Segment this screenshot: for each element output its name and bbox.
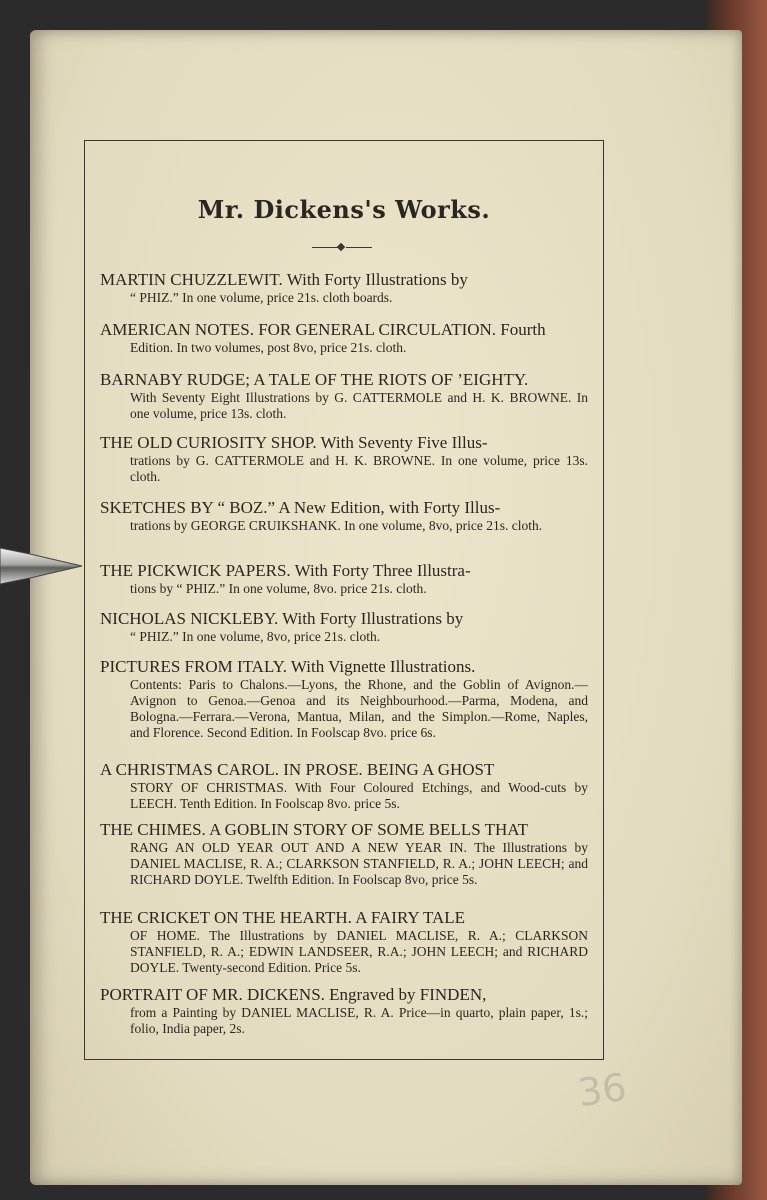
entry-american-notes [100, 320, 588, 356]
entry-christmas-carol [100, 760, 588, 812]
entry-body: “ PHIZ.” In one volume, price 21s. cloth boards. [130, 290, 393, 305]
entry-body: trations by G. CATTERMOLE and H. K. BROWNE. In one volume, price 13s. cloth. [130, 453, 588, 484]
entry-body: trations by GEORGE CRUIKSHANK. In one volume, 8vo, price 21s. cloth. [130, 518, 543, 533]
entry-the-chimes [100, 820, 588, 888]
entry-title: NICHOLAS NICKLEBY. With Forty Illustrations by [100, 609, 464, 628]
entry-body: OF HOME. The Illustrations by DANIEL MACLISE, R. A.; CLARKSON STANFIELD, R. A.; EDWIN LANDSEER, R.A.; JOHN LEECH; and RICHARD DOYLE. Twenty-second Edition. Price 5s. [130, 928, 588, 975]
entry-portrait-of-mr-dickens [100, 985, 588, 1037]
entry-body: “ PHIZ.” In one volume, 8vo, price 21s. cloth. [130, 629, 381, 644]
entry-body: from a Painting by DANIEL MACLISE, R. A. Price—in quarto, plain paper, 1s.; folio, India paper, 2s. [130, 1005, 588, 1036]
page-heading: Mr. Dickens's Works. [197, 195, 491, 224]
entry-title: PICTURES FROM ITALY. With Vignette Illustrations. [100, 657, 476, 676]
entry-title: PORTRAIT OF MR. DICKENS. Engraved by FINDEN, [100, 985, 487, 1004]
entry-title: SKETCHES BY “ BOZ.” A New Edition, with Forty Illus- [100, 498, 501, 517]
entry-barnaby-rudge [100, 370, 588, 422]
entry-nicholas-nickleby [100, 609, 588, 645]
entry-pickwick-papers [100, 561, 588, 597]
entry-title: THE OLD CURIOSITY SHOP. With Seventy Five Illus- [100, 433, 488, 452]
entry-body: Contents: Paris to Chalons.—Lyons, the Rhone, and the Goblin of Avignon.—Avignon to Genoa.—Genoa and its Neighbourhood.—Parma, Modena, and Bologna.—Ferrara.—Verona, Mantua, Milan, and the Simplon.—Rome, Naples, and Florence. Second Edition. In Foolscap 8vo. price 6s. [130, 677, 588, 740]
entry-title: THE CHIMES. A GOBLIN STORY OF SOME BELLS THAT [100, 820, 529, 839]
entry-title: THE PICKWICK PAPERS. With Forty Three Illustra- [100, 561, 471, 580]
entry-body: STORY OF CHRISTMAS. With Four Coloured Etchings, and Wood-cuts by LEECH. Tenth Edition. In Foolscap 8vo. price 5s. [130, 780, 588, 811]
ornament-divider [312, 243, 372, 253]
entry-body: Edition. In two volumes, post 8vo, price 21s. cloth. [130, 340, 407, 355]
entry-title: AMERICAN NOTES. FOR GENERAL CIRCULATION. Fourth [100, 320, 546, 339]
entry-pictures-from-italy [100, 657, 588, 741]
entry-title: MARTIN CHUZZLEWIT. With Forty Illustrations by [100, 270, 468, 289]
entry-title: BARNABY RUDGE; A TALE OF THE RIOTS OF ’EIGHTY. [100, 370, 529, 389]
entry-martin-chuzzlewit [100, 270, 588, 306]
entry-body: With Seventy Eight Illustrations by G. CATTERMOLE and H. K. BROWNE. In one volume, price 13s. cloth. [130, 390, 588, 421]
entry-sketches-by-boz [100, 498, 588, 534]
entry-cricket-on-the-hearth [100, 908, 588, 976]
entry-body: RANG AN OLD YEAR OUT AND A NEW YEAR IN. The Illustrations by DANIEL MACLISE, R. A.; CLARKSON STANFIELD, R. A.; JOHN LEECH; and RICHARD DOYLE. Twelfth Edition. In Foolscap 8vo, price 5s. [130, 840, 588, 887]
pencil-page-number: 36 [575, 1064, 630, 1116]
entry-old-curiosity-shop [100, 433, 588, 485]
entry-title: A CHRISTMAS CAROL. IN PROSE. BEING A GHOST [100, 760, 495, 779]
entry-title: THE CRICKET ON THE HEARTH. A FAIRY TALE [100, 908, 466, 927]
metal-pointer-icon [0, 540, 84, 592]
entry-body: tions by “ PHIZ.” In one volume, 8vo. price 21s. cloth. [130, 581, 427, 596]
